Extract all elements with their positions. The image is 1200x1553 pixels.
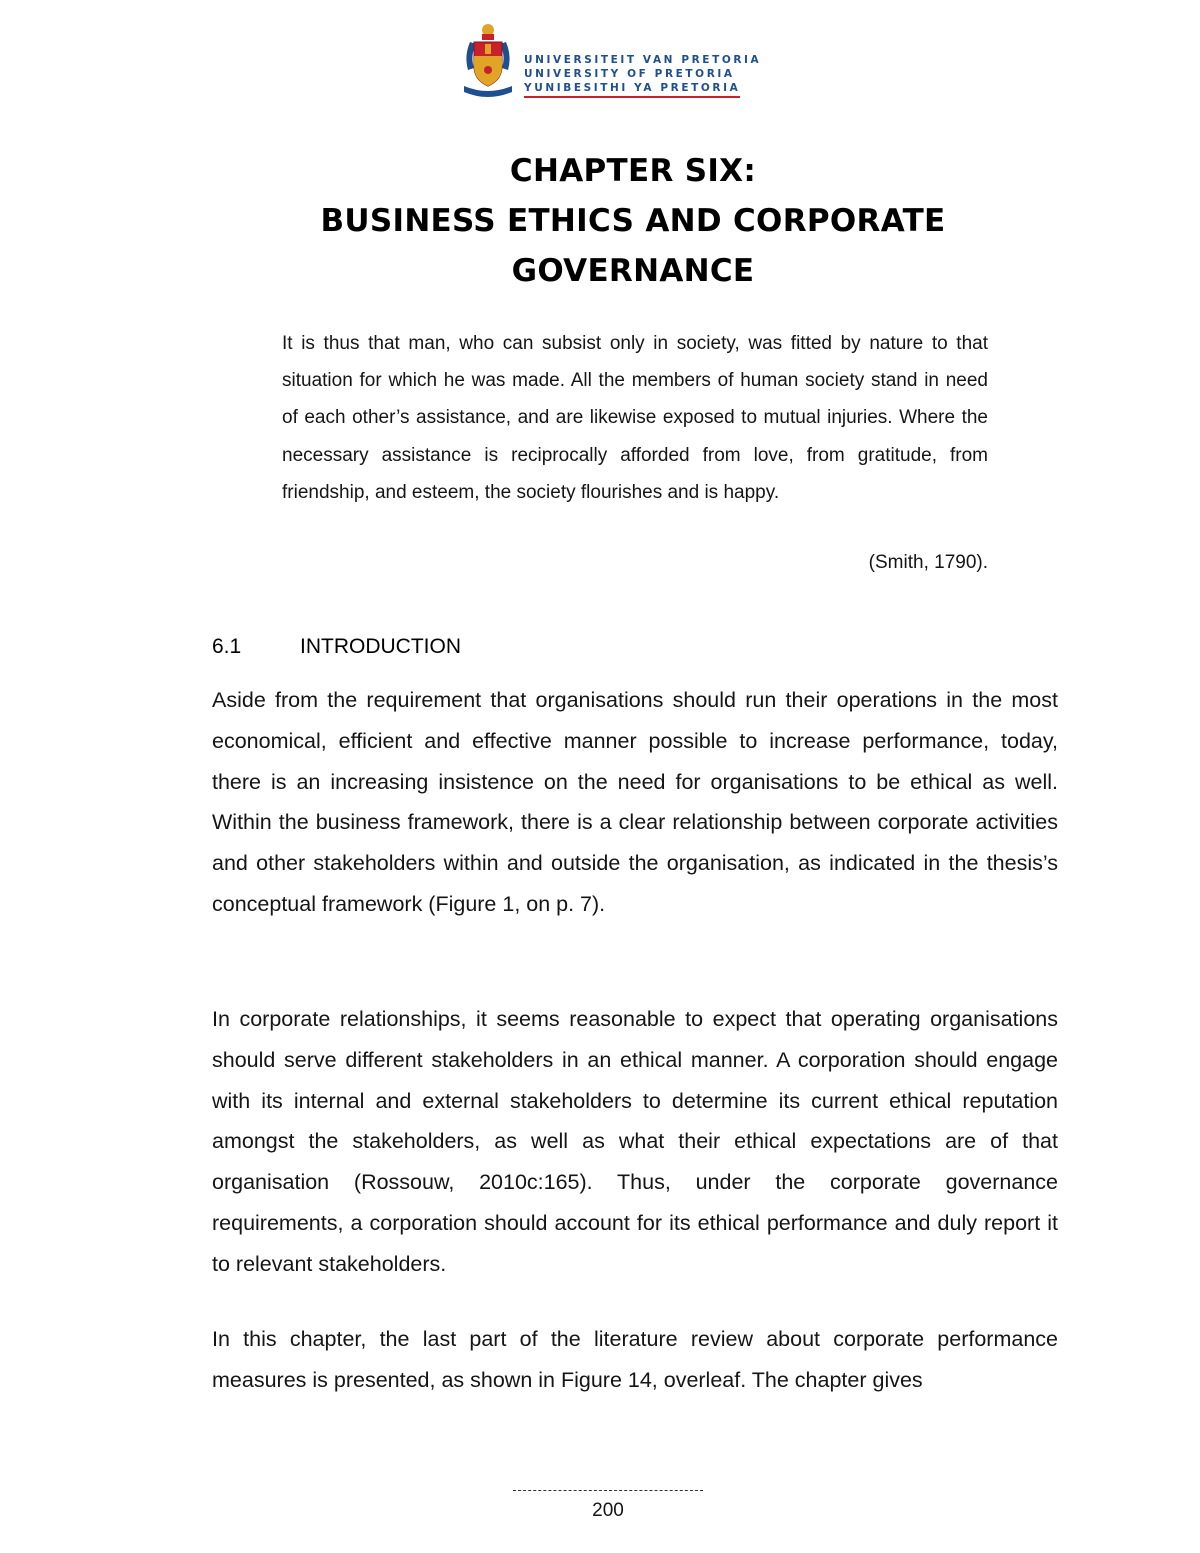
section-heading <box>212 632 461 662</box>
university-name-sepedi: YUNIBESITHI YA PRETORIA <box>524 81 740 98</box>
university-name-afrikaans: UNIVERSITEIT VAN PRETORIA <box>524 54 762 66</box>
chapter-label: CHAPTER SIX: <box>509 153 757 189</box>
epigraph-quote: It is thus that man, who can subsist only in society, was fitted by nature to that situation for which he was made. All the members of human society stand in need of each other’s assistance, and are likewise exposed to mutual injuries. Where the necessary assistance is reciprocally afforded from love, from gratitude, from friendship, and esteem, the society flourishes and is happy. <box>282 333 988 503</box>
body-paragraph-3: In this chapter, the last part of the literature review about corporate performance measures is presented, as shown in Figure 14, overleaf. The chapter gives <box>212 1327 1058 1392</box>
epigraph-citation: (Smith, 1790). <box>868 552 988 573</box>
university-crest-icon <box>460 22 516 98</box>
university-name-english: UNIVERSITY OF PRETORIA <box>524 68 735 80</box>
university-letterhead <box>460 22 762 98</box>
body-paragraph-2: In corporate relationships, it seems reasonable to expect that operating organisations should serve different stakeholders in an ethical manner. A corporation should engage with its internal and external stakeholders to determine its current ethical reputation amongst the stakeholders, as well as what their ethical expectations are of that organisation (Rossouw, 2010c:165). Thus, under the corporate governance requirements, a corporation should account for its ethical performance and duly report it to relevant stakeholders. <box>212 1007 1058 1276</box>
section-title: INTRODUCTION <box>300 635 461 658</box>
chapter-title-line-2: GOVERNANCE <box>511 253 755 289</box>
chapter-title-line-1: BUSINESS ETHICS AND CORPORATE <box>320 203 946 239</box>
section-number: 6.1 <box>212 635 242 658</box>
university-names <box>524 53 761 98</box>
footer-divider <box>513 1490 703 1491</box>
page-number: 200 <box>592 1500 624 1521</box>
chapter-heading <box>200 146 1066 296</box>
body-paragraph-1: Aside from the requirement that organisations should run their operations in the most economical, efficient and effective manner possible to increase performance, today, there is an increasing insistence on the need for organisations to be ethical as well. Within the business framework, there is a clear relationship between corporate activities and other stakeholders within and outside the organisation, as indicated in the thesis’s conceptual framework (Figure 1, on p. 7). <box>212 688 1058 916</box>
